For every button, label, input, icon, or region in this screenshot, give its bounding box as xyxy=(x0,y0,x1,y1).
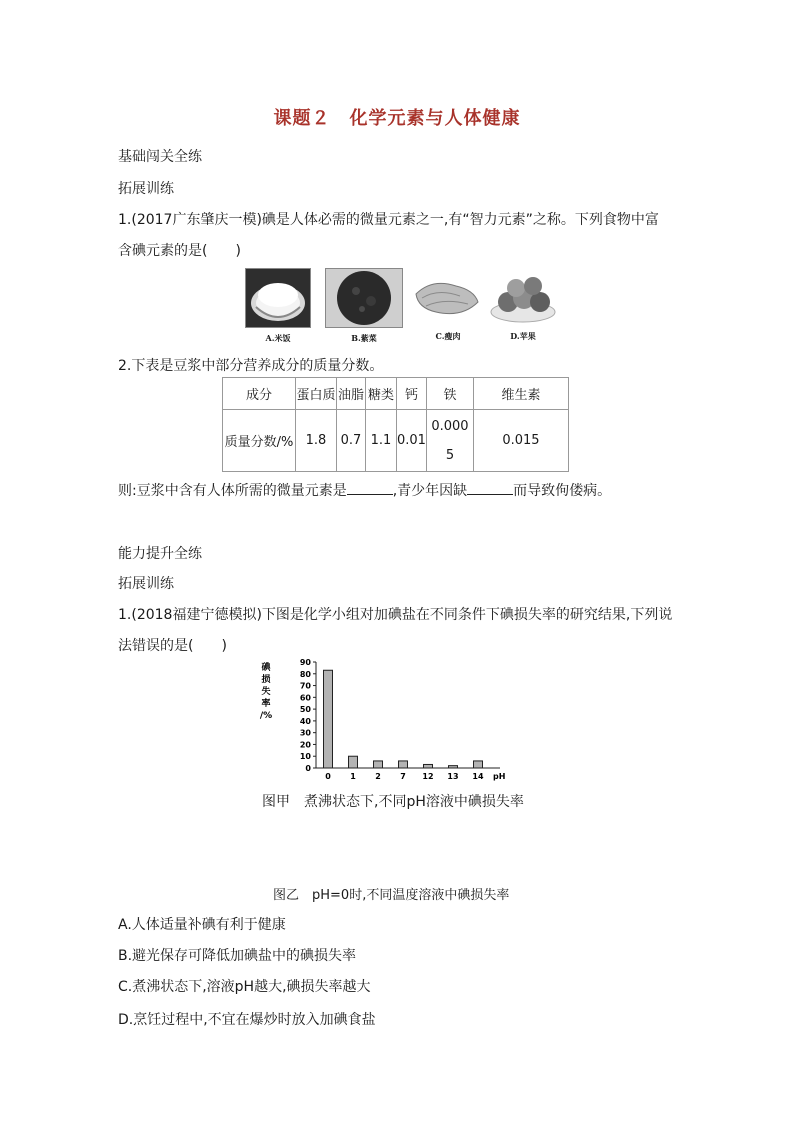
section-subheading: 拓展训练 xyxy=(118,576,174,592)
answer-blank[interactable] xyxy=(467,482,513,495)
option-d: D.烹饪过程中,不宜在爆炒时放入加碘食盐 xyxy=(118,1012,376,1028)
bars xyxy=(324,670,483,768)
option-label: C.瘦肉 xyxy=(435,331,461,341)
x-tick-label: 14 xyxy=(472,772,484,781)
option-label: A.米饭 xyxy=(265,333,291,343)
bar xyxy=(474,761,483,768)
table-cell: 0.01 xyxy=(397,410,427,472)
nutrition-table xyxy=(222,377,569,472)
question-text: 2.下表是豆浆中部分营养成分的质量分数。 xyxy=(118,358,384,374)
option-c: C.煮沸状态下,溶液pH越大,碘损失率越大 xyxy=(118,979,371,995)
bar xyxy=(349,756,358,768)
seaweed-image xyxy=(325,268,403,328)
table-cell: 0.7 xyxy=(337,410,366,472)
option-b: B.避光保存可降低加碘盐中的碘损失率 xyxy=(118,948,357,964)
bar xyxy=(324,670,333,768)
question-text: 1.(2017广东肇庆一模)碘是人体必需的微量元素之一,有“智力元素”之称。下列食物中富 xyxy=(118,212,659,228)
table-header-row xyxy=(223,378,569,410)
option-image-rice xyxy=(245,268,311,344)
table-header-cell: 蛋白质 xyxy=(296,378,337,410)
x-tick-label: 12 xyxy=(422,772,434,781)
y-tick-label: 20 xyxy=(299,740,311,750)
rice-bowl-image xyxy=(245,268,311,328)
table-header-cell: 维生素 xyxy=(473,378,568,410)
table-cell-value: 0.000 xyxy=(431,418,469,434)
y-axis-label-char: 率 xyxy=(261,699,271,709)
apple-image xyxy=(488,268,558,326)
x-axis-label: pH xyxy=(493,772,506,781)
option-image-apple xyxy=(488,268,558,342)
y-axis-label-char: 碘 xyxy=(261,663,271,673)
table-cell: 1.8 xyxy=(296,410,337,472)
answer-text: 而导致佝偻病。 xyxy=(513,483,612,499)
y-axis xyxy=(300,658,316,773)
table-cell: 1.1 xyxy=(366,410,397,472)
table-header-cell: 铁 xyxy=(426,378,473,410)
figure-caption-b: 图乙 pH=0时,不同温度溶液中碘损失率 xyxy=(273,888,510,903)
option-image-meat xyxy=(412,268,484,342)
question-text: 1.(2018福建宁德模拟)下图是化学小组对加碘盐在不同条件下碘损失率的研究结果,下列说 xyxy=(118,607,673,623)
bar xyxy=(374,761,383,768)
table-cell-iron xyxy=(426,410,473,472)
table-header-cell: 钙 xyxy=(397,378,427,410)
option-a: A.人体适量补碘有利于健康 xyxy=(118,917,286,933)
figure-caption-a: 图甲 煮沸状态下,不同pH溶液中碘损失率 xyxy=(262,794,524,810)
x-tick-label: 13 xyxy=(447,772,459,781)
y-tick-label: 30 xyxy=(299,728,311,738)
table-cell-value-wrap: 5 xyxy=(445,447,455,463)
y-axis-label xyxy=(260,661,272,721)
question-text: 法错误的是( ) xyxy=(118,638,227,654)
table-header-cell: 成分 xyxy=(223,378,296,410)
answer-text: 则:豆浆中含有人体所需的微量元素是 xyxy=(118,483,347,499)
y-axis-label-char: /% xyxy=(259,711,273,721)
x-axis xyxy=(316,768,505,781)
section-heading-basic: 基础闯关全练 xyxy=(118,149,202,165)
lean-meat-image xyxy=(412,268,484,326)
answer-blank[interactable] xyxy=(347,482,393,495)
page-title: 课题２ 化学元素与人体健康 xyxy=(273,108,521,129)
y-axis-label-char: 失 xyxy=(261,687,271,697)
x-tick-label: 7 xyxy=(400,772,406,781)
x-tick-label: 1 xyxy=(350,772,356,781)
y-tick-label: 40 xyxy=(299,716,311,726)
option-image-seaweed xyxy=(325,268,403,344)
table-row-label: 质量分数/% xyxy=(223,410,296,472)
y-tick-label: 50 xyxy=(299,705,311,715)
answer-text: ,青少年因缺 xyxy=(392,483,468,499)
y-tick-label: 60 xyxy=(299,693,311,703)
table-row xyxy=(223,410,569,472)
question-text: 含碘元素的是( ) xyxy=(118,243,241,259)
y-axis-label-char: 损 xyxy=(261,675,271,685)
question-answer-line xyxy=(118,480,611,500)
table-header-cell: 糖类 xyxy=(366,378,397,410)
bar xyxy=(424,764,433,768)
option-label: D.苹果 xyxy=(510,331,536,341)
x-tick-label: 0 xyxy=(325,772,331,781)
option-label: B.紫菜 xyxy=(351,333,377,343)
section-heading-advanced: 能力提升全练 xyxy=(118,546,202,562)
y-tick-label: 90 xyxy=(299,658,311,667)
table-cell: 0.015 xyxy=(473,410,568,472)
table-header-cell: 油脂 xyxy=(337,378,366,410)
y-tick-label: 70 xyxy=(299,681,311,691)
x-tick-label: 2 xyxy=(375,772,381,781)
bar xyxy=(399,761,408,768)
y-tick-label: 10 xyxy=(299,752,311,762)
y-tick-label: 0 xyxy=(305,764,311,773)
y-tick-label: 80 xyxy=(299,669,311,679)
iodine-loss-chart xyxy=(250,656,520,786)
section-subheading: 拓展训练 xyxy=(118,181,174,197)
